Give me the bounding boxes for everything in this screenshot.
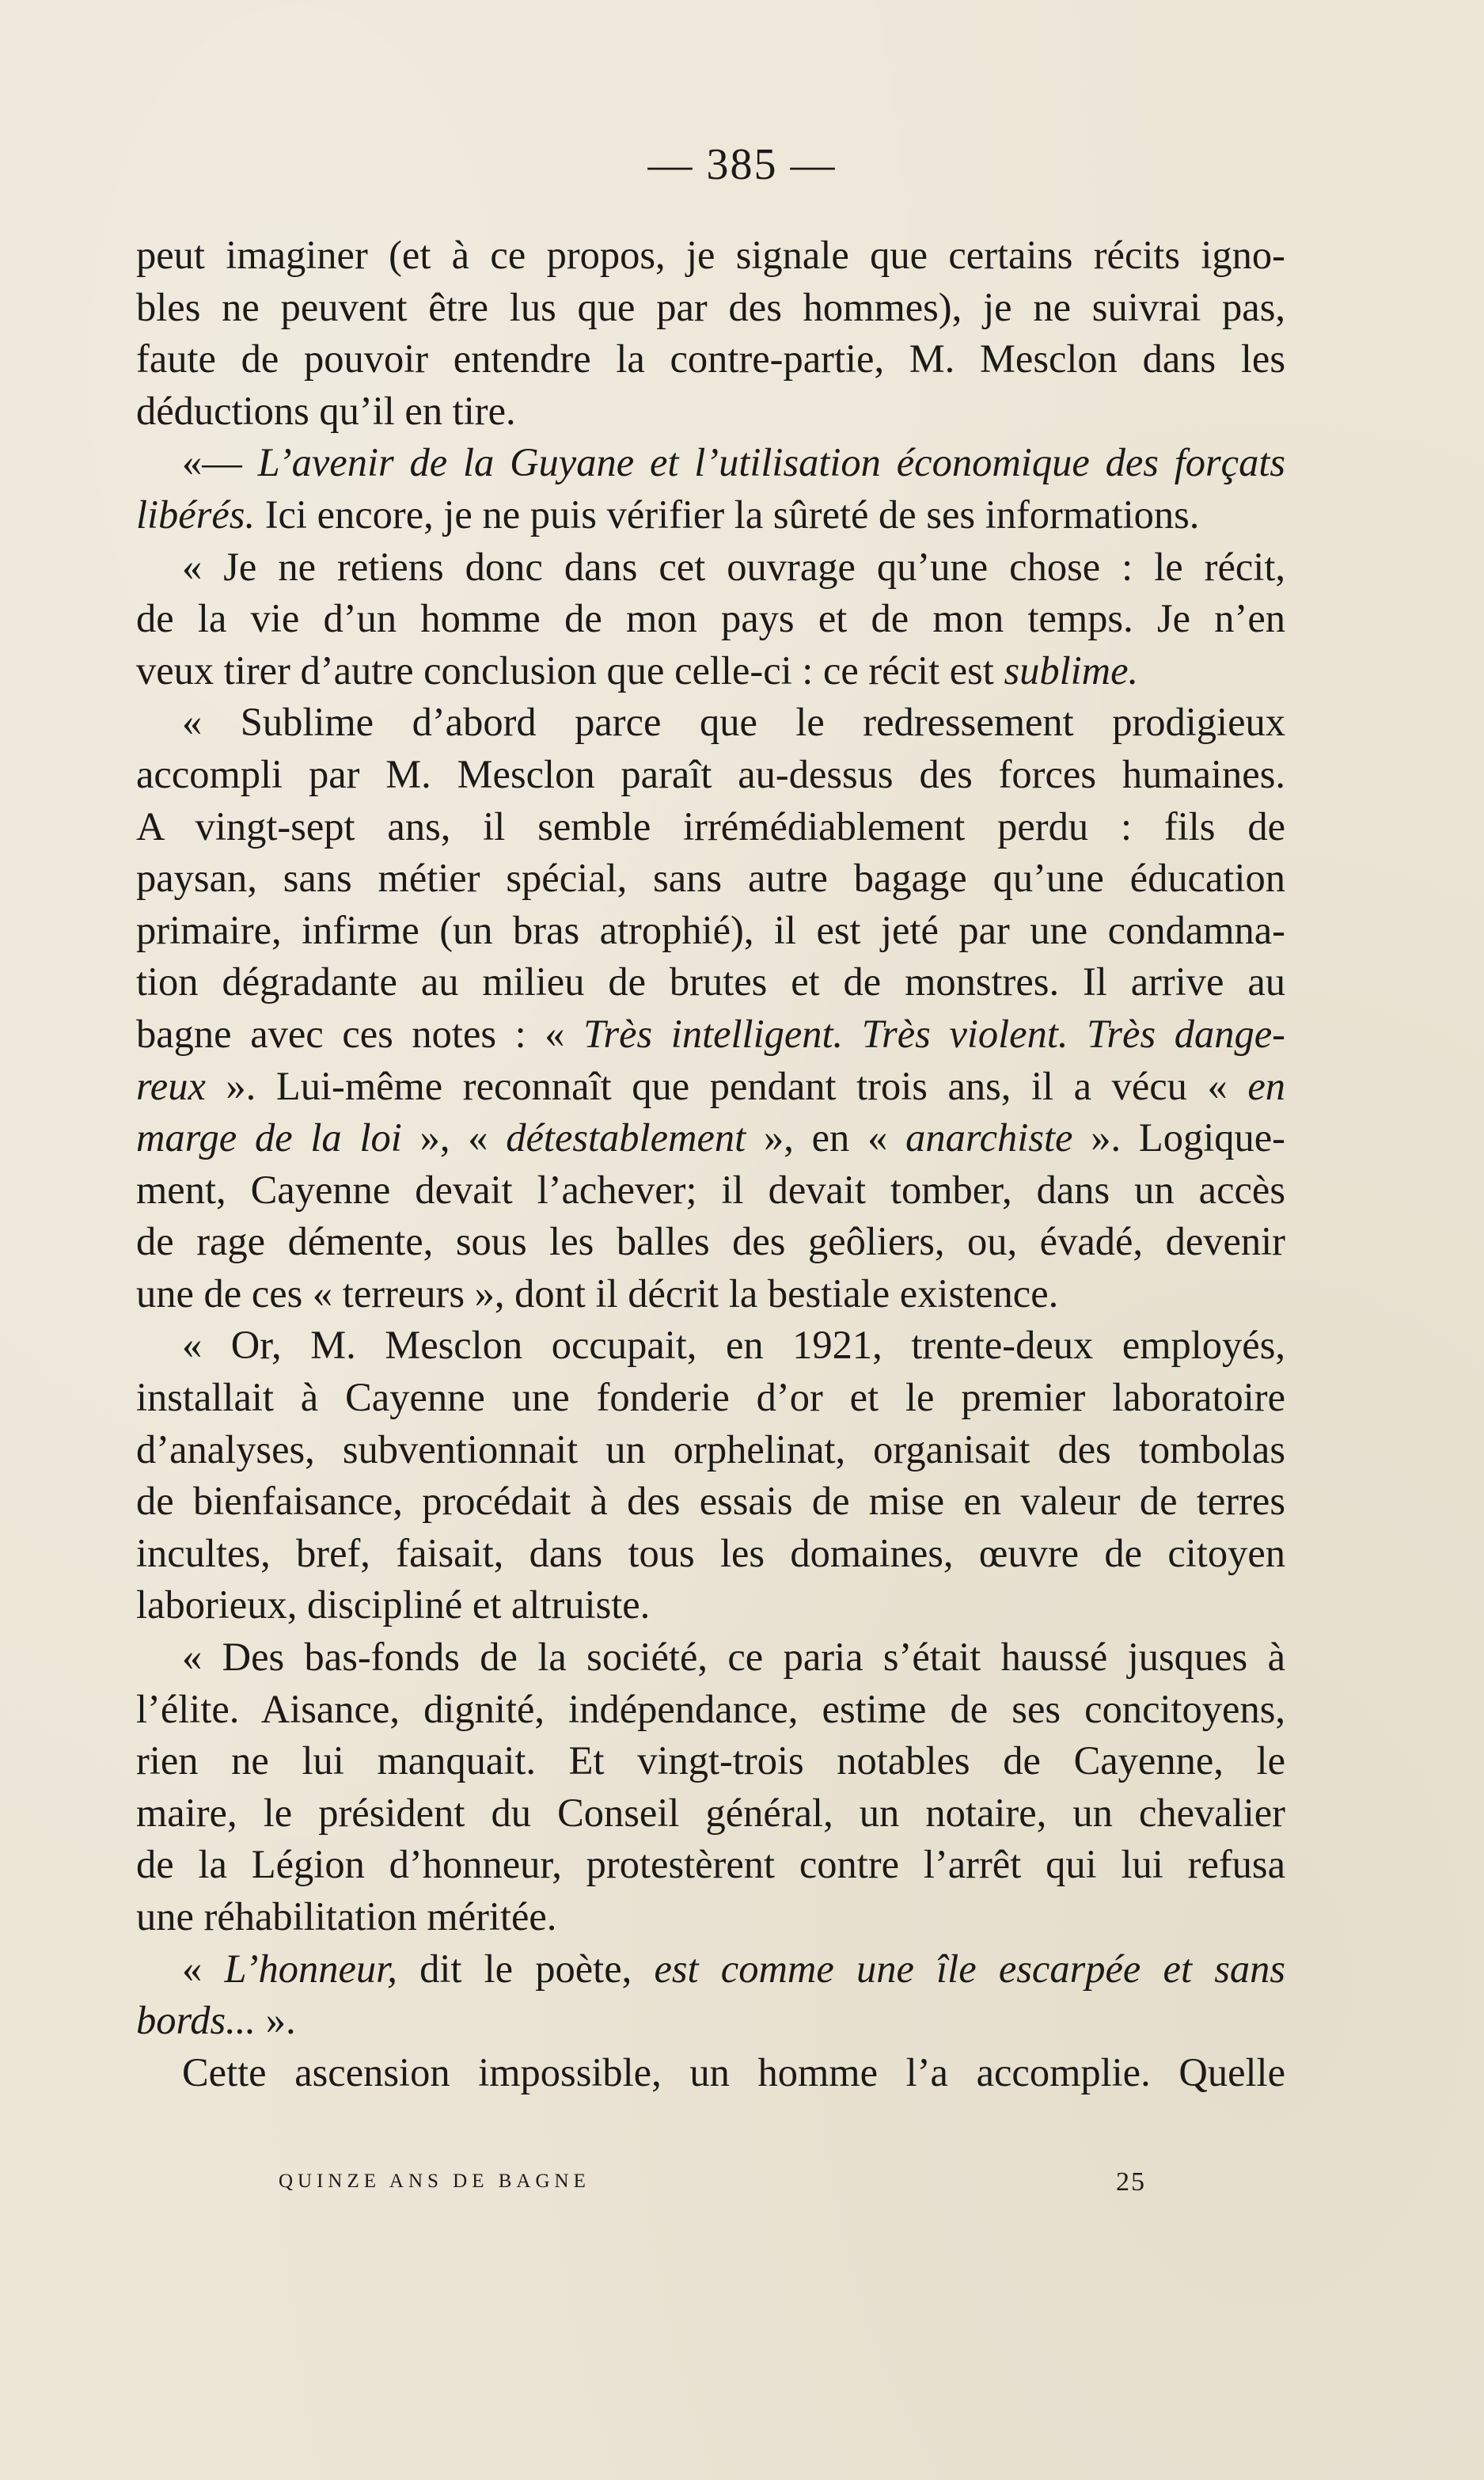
book-title-italic: libérés. <box>136 492 256 537</box>
text-line <box>136 489 1285 541</box>
paragraph-8 <box>136 2047 1285 2099</box>
text-line: installait à Cayenne une fonderie d’or et le premier laboratoire <box>136 1375 1285 1420</box>
paragraph-2 <box>136 437 1285 541</box>
text-line: paysan, sans métier spécial, sans autre bagage qu’une éducation <box>136 856 1285 901</box>
text-segment: ». Logique- <box>1072 1115 1285 1160</box>
text-line: incultes, bref, faisait, dans tous les domaines, œuvre de citoyen <box>136 1530 1285 1575</box>
text-line: laborieux, discipliné et altruiste. <box>136 1582 651 1627</box>
body-text <box>136 230 1285 2098</box>
quote-italic: est comme une île escarpée et sans <box>654 1946 1285 1991</box>
text-segment: Ici encore, je ne puis vérifier la sûreté de ses informations. <box>255 492 1200 537</box>
book-title-italic: L’avenir de la Guyane et l’utilisation économique des forçats <box>257 440 1285 485</box>
text-line: maire, le président du Conseil général, un notaire, un chevalier <box>136 1790 1285 1835</box>
text-segment: bagne avec ces notes : « <box>136 1011 584 1056</box>
paragraph-7 <box>136 1943 1285 2047</box>
text-line: de rage démente, sous les balles des geôliers, ou, évadé, devenir <box>136 1219 1285 1264</box>
text-line: « Sublime d’abord parce que le redressement prodigieux <box>182 700 1285 745</box>
quote-italic: reux <box>136 1063 206 1108</box>
signature-mark: 25 <box>1116 2167 1146 2197</box>
paragraph-1 <box>136 230 1285 437</box>
text-segment: « <box>182 1946 225 1991</box>
running-footer-title: QUINZE ANS DE BAGNE <box>279 2170 590 2192</box>
quote-italic: L’honneur, <box>224 1946 397 1991</box>
quote-italic: anarchiste <box>905 1115 1073 1160</box>
page-number: — 385 — <box>647 140 837 189</box>
text-segment: veux tirer d’autre conclusion que celle-ci : ce récit est <box>136 648 1004 693</box>
text-line <box>136 1995 1285 2047</box>
text-line: l’élite. Aisance, dignité, indépendance, estime de ses concitoyens, <box>136 1686 1285 1731</box>
paragraph-6 <box>136 1631 1285 1943</box>
paragraph-4 <box>136 697 1285 1320</box>
text-segment: », « <box>401 1115 507 1160</box>
text-line: d’analyses, subventionnait un orphelinat, organisait des tombolas <box>136 1426 1285 1472</box>
text-segment: ». <box>256 1998 296 2043</box>
text-line <box>136 1112 1285 1164</box>
text-line: de la Légion d’honneur, protestèrent contre l’arrêt qui lui refusa <box>136 1842 1285 1887</box>
text-segment: », en « <box>746 1115 906 1160</box>
text-line: « Je ne retiens donc dans cet ouvrage qu’une chose : le récit, <box>182 544 1285 589</box>
text-segment: dit le poète, <box>397 1946 655 1991</box>
text-line: accompli par M. Mesclon paraît au-dessus des forces humaines. <box>136 751 1285 796</box>
text-segment: «— <box>182 440 258 485</box>
text-line <box>136 645 1285 697</box>
text-line: peut imaginer (et à ce propos, je signale que certains récits igno- <box>136 233 1285 277</box>
text-line: déductions qu’il en tire. <box>136 388 516 433</box>
text-line: rien ne lui manquait. Et vingt-trois notables de Cayenne, le <box>136 1738 1285 1783</box>
text-line <box>136 1943 1285 1996</box>
quote-italic: marge de la loi <box>136 1115 402 1160</box>
text-line: « Or, M. Mesclon occupait, en 1921, trente-deux employés, <box>182 1323 1285 1368</box>
text-line <box>136 437 1285 489</box>
text-line: une de ces « terreurs », dont il décrit la bestiale existence. <box>136 1270 1059 1316</box>
quote-italic: Très intelligent. Très violent. Très dange- <box>583 1011 1285 1056</box>
paragraph-3 <box>136 541 1285 697</box>
quote-italic: en <box>1247 1063 1285 1108</box>
text-line: bles ne peuvent être lus que par des hommes), je ne suivrai pas, <box>136 284 1285 329</box>
text-line <box>136 1061 1285 1113</box>
text-line <box>136 1008 1285 1061</box>
text-line: « Des bas-fonds de la société, ce paria s’était haussé jusques à <box>182 1635 1285 1680</box>
text-line: de la vie d’un homme de mon pays et de mon temps. Je n’en <box>136 596 1285 641</box>
text-line: Cette ascension impossible, un homme l’a accomplie. Quelle <box>182 2049 1285 2095</box>
text-line: A vingt-sept ans, il semble irrémédiablement perdu : fils de <box>136 803 1285 849</box>
text-line: faute de pouvoir entendre la contre-partie, M. Mesclon dans les <box>136 336 1285 382</box>
text-line: ment, Cayenne devait l’achever; il devait tomber, dans un accès <box>136 1167 1285 1212</box>
text-line: primaire, infirme (un bras atrophié), il est jeté par une condamna- <box>136 907 1285 952</box>
text-line: tion dégradante au milieu de brutes et de monstres. Il arrive au <box>136 959 1285 1005</box>
paragraph-5 <box>136 1320 1285 1631</box>
quote-italic: bords... <box>136 1998 256 2043</box>
text-line: une réhabilitation méritée. <box>136 1894 557 1939</box>
text-line: de bienfaisance, procédait à des essais de mise en valeur de terres <box>136 1479 1285 1524</box>
text-segment: ». Lui-même reconnaît que pendant trois ans, il a vécu « <box>205 1063 1248 1108</box>
quote-italic: détestablement <box>506 1115 746 1160</box>
italic-word: sublime. <box>1004 648 1139 693</box>
